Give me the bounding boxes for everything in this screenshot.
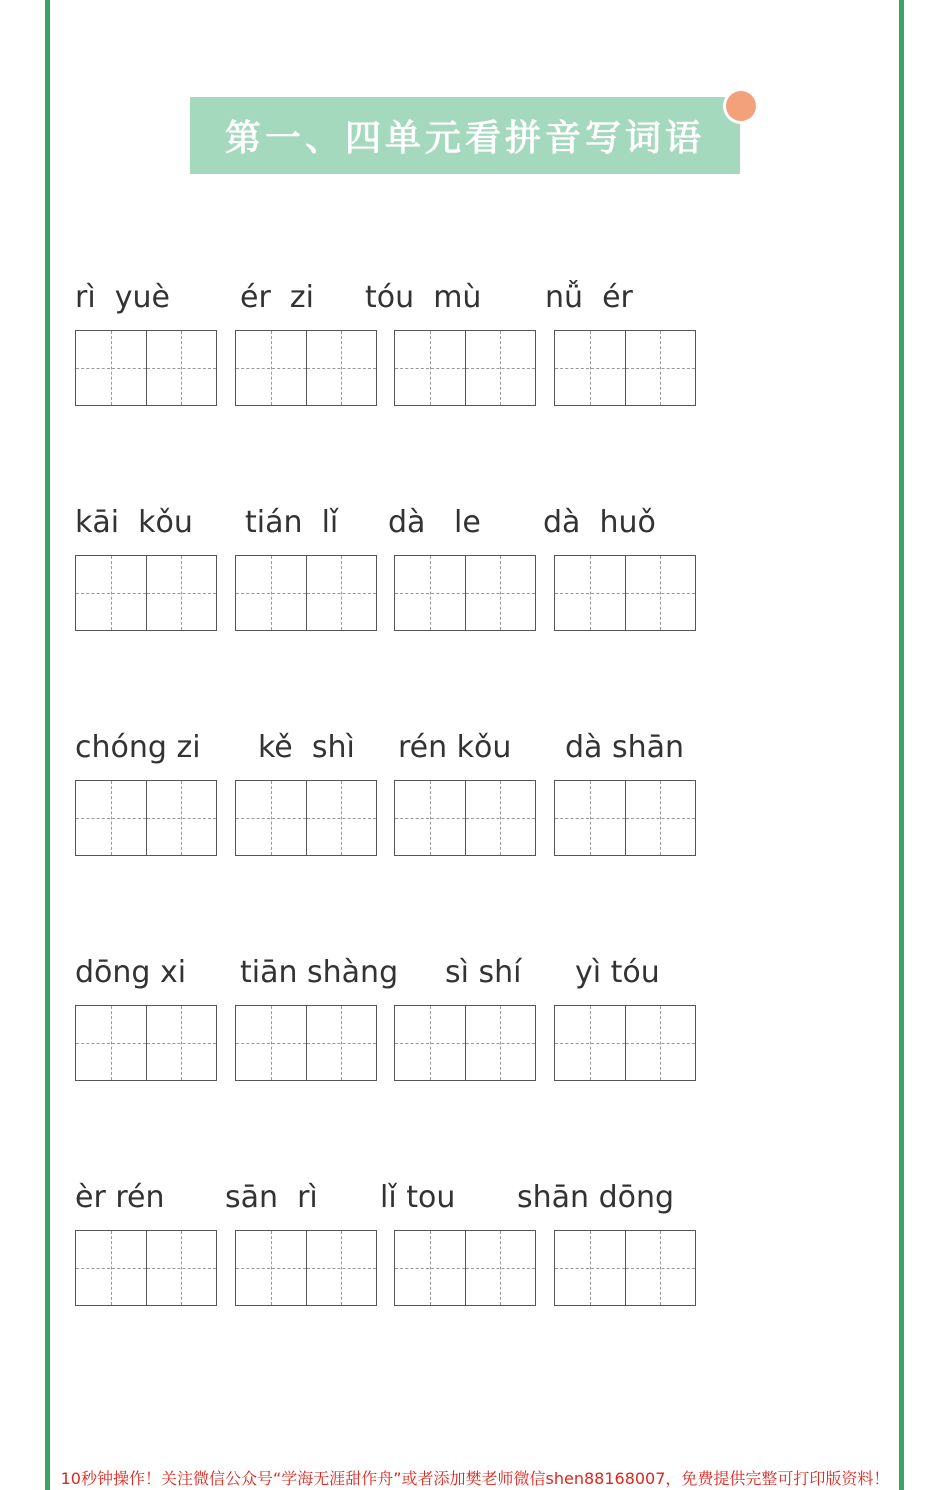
exercise-row	[0, 280, 950, 430]
title-banner	[190, 97, 740, 174]
pinyin-label: lǐ tou	[380, 1180, 456, 1215]
writing-cell[interactable]	[76, 556, 146, 630]
pinyin-label: rén kǒu	[398, 730, 512, 765]
writing-grid	[554, 555, 696, 631]
writing-cell[interactable]	[306, 331, 377, 405]
writing-grid	[75, 1230, 217, 1306]
writing-cell[interactable]	[465, 331, 536, 405]
writing-cell[interactable]	[236, 1006, 306, 1080]
pinyin-label: dà shān	[565, 730, 685, 765]
exercise-row	[0, 955, 950, 1105]
writing-grid	[554, 1230, 696, 1306]
writing-cell[interactable]	[76, 1006, 146, 1080]
writing-grid	[235, 1005, 377, 1081]
writing-cell[interactable]	[236, 331, 306, 405]
pinyin-label: sì shí	[445, 955, 522, 990]
writing-cell[interactable]	[555, 781, 625, 855]
writing-cell[interactable]	[395, 1006, 465, 1080]
exercise-row	[0, 730, 950, 880]
writing-grid	[394, 1005, 536, 1081]
writing-cell[interactable]	[306, 556, 377, 630]
writing-cell[interactable]	[306, 781, 377, 855]
writing-cell[interactable]	[555, 556, 625, 630]
pinyin-label: tóu mù	[365, 280, 482, 315]
writing-cell[interactable]	[395, 781, 465, 855]
pinyin-label: èr rén	[75, 1180, 165, 1215]
writing-grid	[394, 555, 536, 631]
writing-grid	[75, 330, 217, 406]
writing-grid	[75, 1005, 217, 1081]
writing-cell[interactable]	[465, 1231, 536, 1305]
writing-cell[interactable]	[146, 1231, 217, 1305]
writing-cell[interactable]	[236, 1231, 306, 1305]
writing-grid	[394, 780, 536, 856]
exercise-row	[0, 505, 950, 655]
pinyin-label: dōng xi	[75, 955, 187, 990]
writing-cell[interactable]	[625, 556, 696, 630]
writing-grid	[394, 1230, 536, 1306]
writing-cell[interactable]	[236, 556, 306, 630]
footer-notice: 10秒钟操作！关注微信公众号“学海无涯甜作舟”或者添加樊老师微信shen88168007，免费提供完整可打印版资料！	[60, 1469, 890, 1488]
writing-cell[interactable]	[555, 1006, 625, 1080]
writing-grid	[235, 330, 377, 406]
writing-cell[interactable]	[625, 1006, 696, 1080]
pinyin-label: dà le	[388, 505, 481, 540]
exercise-row	[0, 1180, 950, 1330]
writing-cell[interactable]	[555, 1231, 625, 1305]
writing-cell[interactable]	[146, 781, 217, 855]
writing-cell[interactable]	[465, 556, 536, 630]
writing-grid	[75, 555, 217, 631]
writing-cell[interactable]	[555, 331, 625, 405]
writing-cell[interactable]	[465, 1006, 536, 1080]
pinyin-label: tiān shàng	[240, 955, 399, 990]
decorative-dot-icon	[726, 91, 756, 121]
page-title: 第一、四单元看拼音写词语	[224, 118, 705, 159]
writing-grid	[235, 1230, 377, 1306]
writing-grid	[235, 780, 377, 856]
pinyin-label: nǚ ér	[545, 280, 633, 315]
writing-grid	[554, 780, 696, 856]
writing-cell[interactable]	[625, 1231, 696, 1305]
writing-grid	[394, 330, 536, 406]
pinyin-label: shān dōng	[517, 1180, 675, 1215]
writing-cell[interactable]	[76, 1231, 146, 1305]
pinyin-label: kāi kǒu	[75, 505, 193, 540]
writing-cell[interactable]	[465, 781, 536, 855]
pinyin-label: rì yuè	[75, 280, 170, 315]
writing-cell[interactable]	[76, 331, 146, 405]
writing-grid	[554, 330, 696, 406]
pinyin-label: chóng zi	[75, 730, 201, 765]
pinyin-label: yì tóu	[575, 955, 660, 990]
writing-grid	[75, 780, 217, 856]
writing-grid	[554, 1005, 696, 1081]
writing-cell[interactable]	[236, 781, 306, 855]
writing-cell[interactable]	[625, 781, 696, 855]
writing-cell[interactable]	[395, 556, 465, 630]
pinyin-label: dà huǒ	[543, 505, 656, 540]
pinyin-label: ér zi	[240, 280, 314, 315]
pinyin-label: kě shì	[258, 730, 355, 765]
writing-cell[interactable]	[146, 331, 217, 405]
writing-cell[interactable]	[76, 781, 146, 855]
writing-cell[interactable]	[306, 1006, 377, 1080]
writing-grid	[235, 555, 377, 631]
writing-cell[interactable]	[306, 1231, 377, 1305]
writing-cell[interactable]	[625, 331, 696, 405]
pinyin-label: sān rì	[225, 1180, 318, 1215]
writing-cell[interactable]	[395, 1231, 465, 1305]
pinyin-label: tián lǐ	[245, 505, 339, 540]
writing-cell[interactable]	[146, 1006, 217, 1080]
writing-cell[interactable]	[395, 331, 465, 405]
writing-cell[interactable]	[146, 556, 217, 630]
